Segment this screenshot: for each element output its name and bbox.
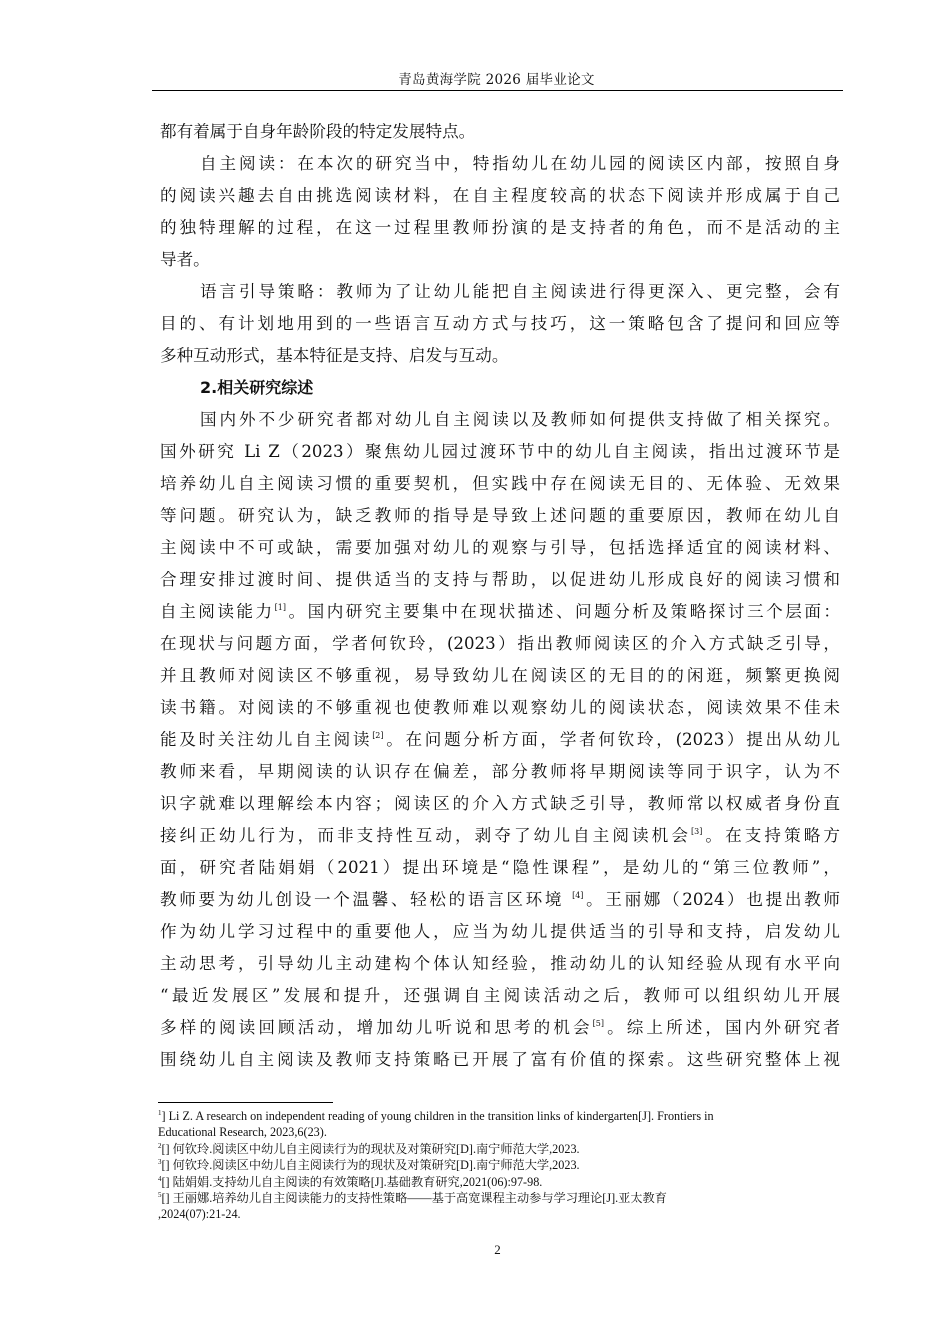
text-line: 并且教师对阅读区不够重视，易导致幼儿在阅读区的无目的的闲逛，频繁更换阅 — [160, 666, 840, 685]
body-text — [160, 116, 840, 1076]
text-line: 的独特理解的过程，在这一过程里教师扮演的是支持者的角色，而不是活动的主 — [160, 218, 840, 237]
text-line: 作为幼儿学习过程中的重要他人，应当为幼儿提供适当的引导和支持，启发幼儿 — [160, 922, 840, 941]
text-line: 识字就难以理解绘本内容；阅读区的介入方式缺乏引导，教师常以权威者身份直 — [160, 794, 840, 813]
footnote-number: 5 — [158, 1191, 162, 1200]
citation-ref[interactable]: [1] — [274, 603, 286, 612]
text-line: 国外研究 Li Z（2023）聚焦幼儿园过渡环节中的幼儿自主阅读，指出过渡环节是 — [160, 442, 840, 461]
footnote-text: [] 王丽娜.培养幼儿自主阅读能力的支持性策略——基于高宽课程主动参与学习理论[J].亚太教育 — [161, 1191, 667, 1206]
text-run: 多样的阅读回顾活动，增加幼儿听说和思考的机会 — [160, 1018, 593, 1037]
page-number: 2 — [494, 1242, 501, 1257]
footnote — [158, 1108, 848, 1124]
text-line: 围绕幼儿自主阅读及教师支持策略已开展了富有价值的探索。这些研究整体上视 — [160, 1050, 840, 1069]
text-line: 都有着属于自身年龄阶段的特定发展特点。 — [160, 122, 476, 141]
text-line: 合理安排过渡时间、提供适当的支持与帮助，以促进幼儿形成良好的阅读习惯和 — [160, 570, 840, 589]
footnote-text: ] Li Z. A research on independent reading of young children in the transition links of kindergarten[J]. Frontiers in — [161, 1109, 714, 1123]
footnote-continuation: ,2024(07):21-24. — [158, 1207, 241, 1222]
citation-ref[interactable]: [5] — [592, 1019, 605, 1028]
citation-ref[interactable]: [3] — [691, 827, 703, 836]
footnote — [158, 1190, 848, 1206]
text-line: 国内外不少研究者都对幼儿自主阅读以及教师如何提供支持做了相关探究。 — [200, 410, 840, 429]
header-divider — [152, 90, 843, 91]
text-run: 能及时关注幼儿自主阅读 — [160, 730, 373, 749]
footnote-number: 2 — [158, 1141, 162, 1150]
footnote-number: 4 — [158, 1174, 162, 1183]
running-header: 青岛黄海学院 2026 届毕业论文 — [398, 72, 595, 88]
text-line: 主动思考，引导幼儿主动建构个体认知经验，推动幼儿的认知经验从现有水平向 — [160, 954, 840, 973]
text-line: 主阅读中不可或缺，需要加强对幼儿的观察与引导，包括选择适宜的阅读材料、 — [160, 538, 840, 557]
footnote — [158, 1141, 848, 1157]
text-line: 多种互动形式，基本特征是支持、启发与互动。 — [160, 346, 509, 365]
text-line: 在现状与问题方面，学者何钦玲，(2023）指出教师阅读区的介入方式缺乏引导， — [160, 634, 840, 653]
text-line: 培养幼儿自主阅读习惯的重要契机，但实践中存在阅读无目的、无体验、无效果 — [160, 474, 840, 493]
text-line — [160, 820, 840, 852]
text-line: 读书籍。对阅读的不够重视也使教师难以观察幼儿的阅读状态，阅读效果不佳未 — [160, 698, 840, 717]
text-line: 面，研究者陆娟娟（2021）提出环境是“隐性课程”，是幼儿的“第三位教师”， — [160, 858, 840, 877]
footnote-continuation: Educational Research, 2023,6(23). — [158, 1125, 327, 1140]
footnote-separator — [158, 1102, 333, 1103]
footnote-number: 3 — [158, 1158, 162, 1167]
footnote-text: [] 陆娟娟.支持幼儿自主阅读的有效策略[J].基础教育研究,2021(06):97-98. — [161, 1174, 543, 1189]
footnotes — [158, 1108, 848, 1223]
text-run: 。在支持策略方 — [702, 826, 841, 845]
text-line: 自主阅读：在本次的研究当中，特指幼儿在幼儿园的阅读区内部，按照自身 — [200, 154, 840, 173]
text-run: 教师要为幼儿创设一个温馨、轻松的语言区环境 — [160, 890, 573, 909]
text-run: 接纠正幼儿行为，而非支持性互动，剥夺了幼儿自主阅读机会 — [160, 826, 691, 845]
text-run: 。王丽娜（2024）也提出教师 — [583, 890, 840, 909]
footnote-text: [] 何钦玲.阅读区中幼儿自主阅读行为的现状及对策研究[D].南宁师范大学,2023. — [161, 1141, 580, 1156]
text-line: 等问题。研究认为，缺乏教师的指导是导致上述问题的重要原因，教师在幼儿自 — [160, 506, 840, 525]
text-line: 的阅读兴趣去自由挑选阅读材料，在自主程度较高的状态下阅读并形成属于自己 — [160, 186, 840, 205]
text-line: 教师来看，早期阅读的认识存在偏差，部分教师将早期阅读等同于识字，认为不 — [160, 762, 840, 781]
text-run: 。综上所述，国内外研究者 — [604, 1018, 841, 1037]
footnote-number: 1 — [158, 1109, 162, 1117]
text-line — [160, 596, 840, 628]
text-line — [160, 884, 840, 916]
text-line: 目的、有计划地用到的一些语言互动方式与技巧，这一策略包含了提问和回应等 — [160, 314, 840, 333]
footnote-text: [] 何钦玲.阅读区中幼儿自主阅读行为的现状及对策研究[D].南宁师范大学,2023. — [161, 1158, 580, 1173]
footnote — [158, 1157, 848, 1173]
citation-ref[interactable]: [2] — [372, 731, 384, 740]
text-line: “最近发展区”发展和提升，还强调自主阅读活动之后，教师可以组织幼儿开展 — [160, 986, 840, 1005]
footnote — [158, 1174, 848, 1190]
text-line — [160, 724, 840, 756]
text-line: 语言引导策略：教师为了让幼儿能把自主阅读进行得更深入、更完整，会有 — [200, 282, 840, 301]
citation-ref[interactable]: [4] — [572, 891, 584, 900]
section-heading: 2.相关研究综述 — [200, 378, 314, 397]
text-run: 。在问题分析方面，学者何钦玲，(2023）提出从幼儿 — [383, 730, 841, 749]
text-line — [160, 1012, 840, 1044]
text-run: 。国内研究主要集中在现状描述、问题分析及策略探讨三个层面： — [285, 602, 841, 621]
text-line: 导者。 — [160, 250, 210, 269]
text-run: 自主阅读能力 — [160, 602, 275, 621]
